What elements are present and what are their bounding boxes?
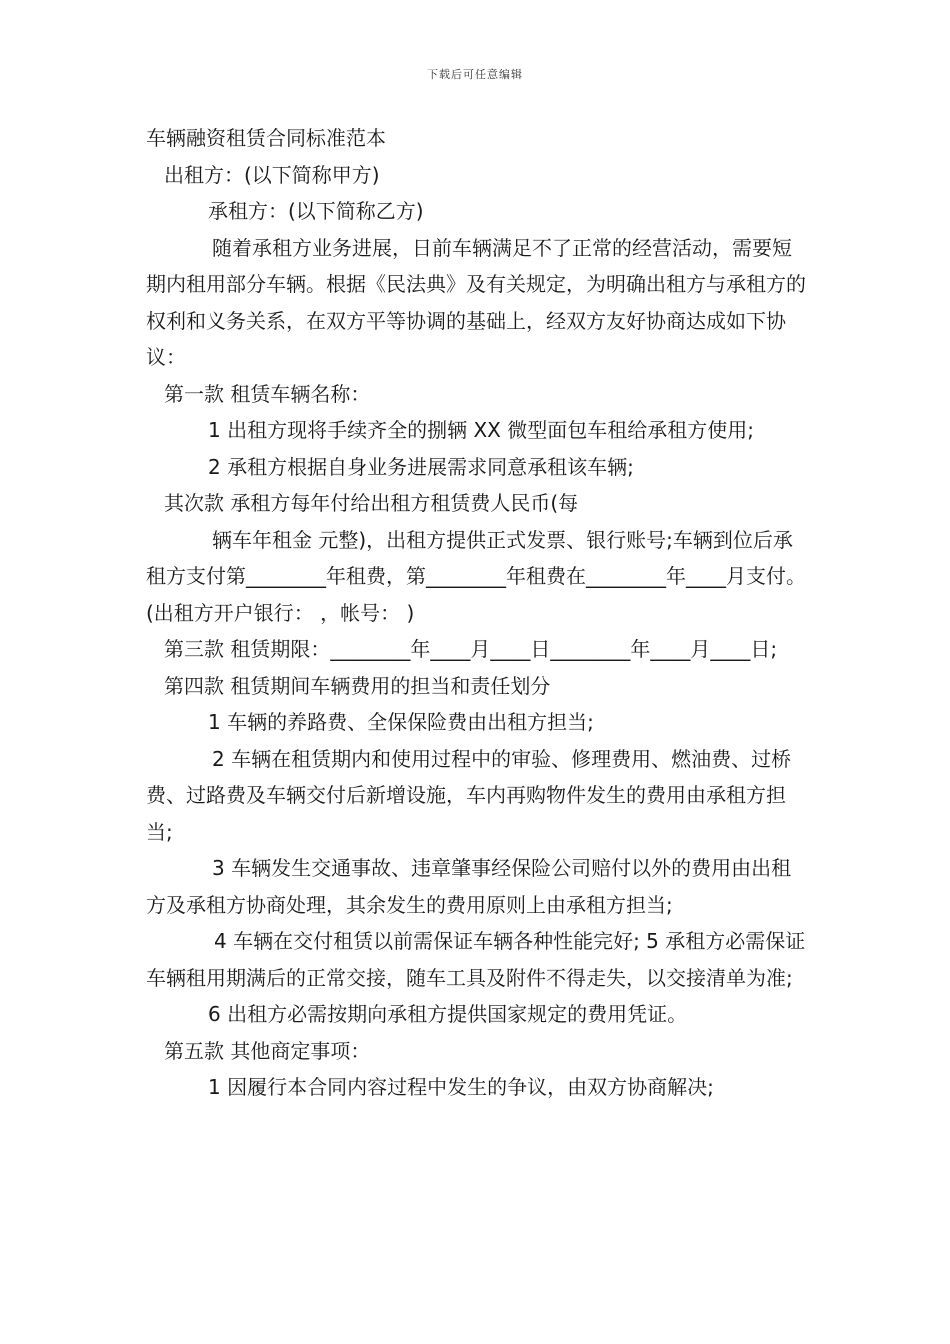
clause4-item1: 1 车辆的养路费、全保保险费由出租方担当; xyxy=(208,710,594,734)
clause4-item2: 2 车辆在租赁期内和使用过程中的审验、修理费用、燃油费、过桥费、过路费及车辆交付后新增设施，车内再购物件发生的费用由承租方担当; xyxy=(146,746,792,844)
clause4-item3: 3 车辆发生交通事故、违章肇事经保险公司赔付以外的费用由出租方及承租方协商处理，其余发生的费用原则上由承租方担当; xyxy=(146,856,792,917)
clause3-line: 第三款 租赁期限：________年____月____日________年____月____日; xyxy=(164,637,778,661)
document-title: 车辆融资租赁合同标准范本 xyxy=(146,126,386,150)
clause2-heading: 其次款 承租方每年付给出租方租赁费人民币(每 xyxy=(164,491,579,515)
contract-document xyxy=(146,120,808,1106)
clause4-item6: 6 出租方必需按期向承租方提供国家规定的费用凭证。 xyxy=(208,1002,688,1026)
clause5-item1: 1 因履行本合同内容过程中发生的争议，由双方协商解决; xyxy=(208,1075,714,1099)
clause2-body: 辆车年租金 元整)，出租方提供正式发票、银行账号;车辆到位后承租方支付第________年租费，第________年租费在________年____月支付。(出租方开户银行： ，帐号： ) xyxy=(146,527,806,625)
clause5-heading: 第五款 其他商定事项： xyxy=(164,1038,371,1063)
lessee-line: 承租方：(以下简称乙方) xyxy=(208,199,424,223)
header-note: 下载后可任意编辑 xyxy=(427,68,523,81)
clause1-item1: 1 出租方现将手续齐全的捌辆 XX 微型面包车租给承租方使用; xyxy=(208,418,754,442)
preamble-paragraph: 随着承租方业务进展，日前车辆满足不了正常的经营活动，需要短期内租用部分车辆。根据《民法典》及有关规定，为明确出租方与承租方的权利和义务关系，在双方平等协调的基础上，经双方友好协商达成如下协议： xyxy=(146,235,806,369)
lessor-line: 出租方：(以下简称甲方) xyxy=(164,162,380,187)
clause4-heading: 第四款 租赁期间车辆费用的担当和责任划分 xyxy=(164,673,551,698)
clause1-heading: 第一款 租赁车辆名称： xyxy=(164,381,371,406)
clause4-item4-5: 4 车辆在交付租赁以前需保证车辆各种性能完好; 5 承租方必需保证车辆租用期满后的正常交接，随车工具及附件不得走失，以交接清单为准; xyxy=(146,929,806,990)
clause1-item2: 2 承租方根据自身业务进展需求同意承租该车辆; xyxy=(208,454,634,479)
